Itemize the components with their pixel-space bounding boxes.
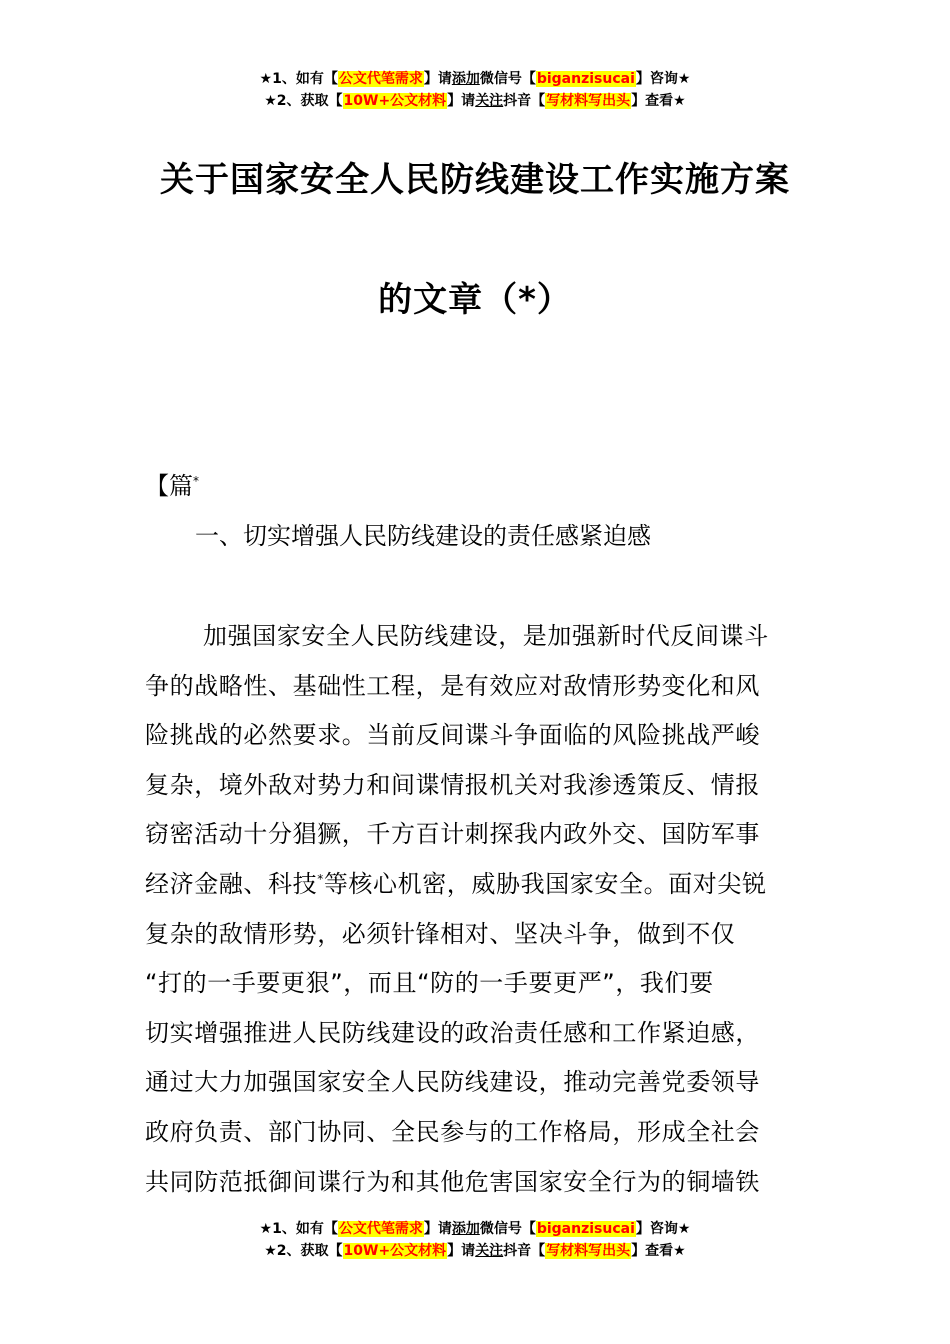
banner-text: ★1、如有【	[259, 71, 338, 87]
banner-text: 微信号【	[479, 71, 536, 87]
document-title-line-2: 的文章（*）	[378, 280, 572, 320]
underlined-text: 添加	[451, 1221, 480, 1237]
paragraph-line: “打的一手要更狠”，而且“防的一手要更严”，我们要	[145, 969, 714, 998]
paragraph-text: 等核心机密，威胁我国家安全。面对尖锐	[323, 869, 767, 898]
banner-text: 】请	[447, 1243, 476, 1259]
body-paragraph	[145, 612, 810, 1207]
paragraph-line: 复杂，境外敌对势力和间谍情报机关对我渗透策反、情报	[145, 770, 760, 799]
banner-text: 】请	[447, 93, 476, 109]
paragraph-line: 政府负责、部门协同、全民参与的工作格局，形成全社会	[145, 1117, 760, 1146]
underlined-text: 关注	[475, 1243, 504, 1259]
banner-text: ★2、获取【	[264, 1243, 343, 1259]
paragraph-line: 险挑战的必然要求。当前反间谍斗争面临的风险挑战严峻	[145, 721, 760, 750]
banner-text: ★1、如有【	[259, 1221, 338, 1237]
douyin-id-highlight: 写材料写出头	[546, 93, 631, 109]
paragraph-line: 通过大力加强国家安全人民防线建设，推动完善党委领导	[145, 1068, 760, 1097]
banner-text: 】查看★	[631, 1243, 686, 1259]
paragraph-line: 加强国家安全人民防线建设，是加强新时代反间谍斗	[203, 622, 769, 650]
underlined-text: 添加	[451, 71, 480, 87]
highlight-text: 公文代笔需求	[338, 1221, 423, 1237]
banner-text: 抖音【	[503, 93, 546, 109]
banner-text: 】请	[423, 1221, 452, 1237]
banner-text: 】查看★	[631, 93, 686, 109]
paragraph-text: 经济金融、科技	[145, 869, 318, 898]
underlined-text: 关注	[475, 93, 504, 109]
document-title-line-1: 关于国家安全人民防线建设工作实施方案	[160, 160, 790, 200]
banner-line-2	[0, 90, 950, 112]
banner-text: ★2、获取【	[264, 93, 343, 109]
banner-line-2	[0, 1240, 950, 1262]
banner-text: 】咨询★	[635, 1221, 691, 1237]
banner-line-1	[0, 1218, 950, 1240]
paragraph-sup: *	[317, 871, 324, 886]
banner-text: 】请	[423, 71, 452, 87]
paragraph-line: 切实增强推进人民防线建设的政治责任感和工作紧迫感，	[145, 1018, 760, 1047]
paragraph-line: 窃密活动十分猖獗，千方百计刺探我内政外交、国防军事	[145, 820, 760, 849]
highlight-text: 10W+公文材料	[343, 93, 447, 109]
section-marker-text: 【篇	[145, 472, 193, 500]
paragraph-line: 复杂的敌情形势，必须针锋相对、坚决斗争，做到不仅	[145, 919, 736, 948]
header-banner	[0, 68, 950, 112]
banner-text: 抖音【	[503, 1243, 546, 1259]
douyin-id-highlight: 写材料写出头	[546, 1243, 631, 1259]
wechat-id-highlight: biganzisucai	[536, 1221, 635, 1237]
section-marker-sup: *	[193, 474, 199, 488]
paragraph-line	[145, 860, 810, 910]
wechat-id-highlight: biganzisucai	[536, 71, 635, 87]
highlight-text: 公文代笔需求	[338, 71, 423, 87]
banner-line-1	[0, 68, 950, 90]
section-marker	[145, 466, 199, 501]
banner-text: 微信号【	[479, 1221, 536, 1237]
banner-text: 】咨询★	[635, 71, 691, 87]
paragraph-line: 争的战略性、基础性工程，是有效应对敌情形势变化和风	[145, 671, 760, 700]
highlight-text: 10W+公文材料	[343, 1243, 447, 1259]
section-heading: 一、切实增强人民防线建设的责任感紧迫感	[195, 522, 651, 550]
footer-banner	[0, 1218, 950, 1262]
paragraph-line: 共同防范抵御间谍行为和其他危害国家安全行为的铜墙铁	[145, 1167, 760, 1196]
